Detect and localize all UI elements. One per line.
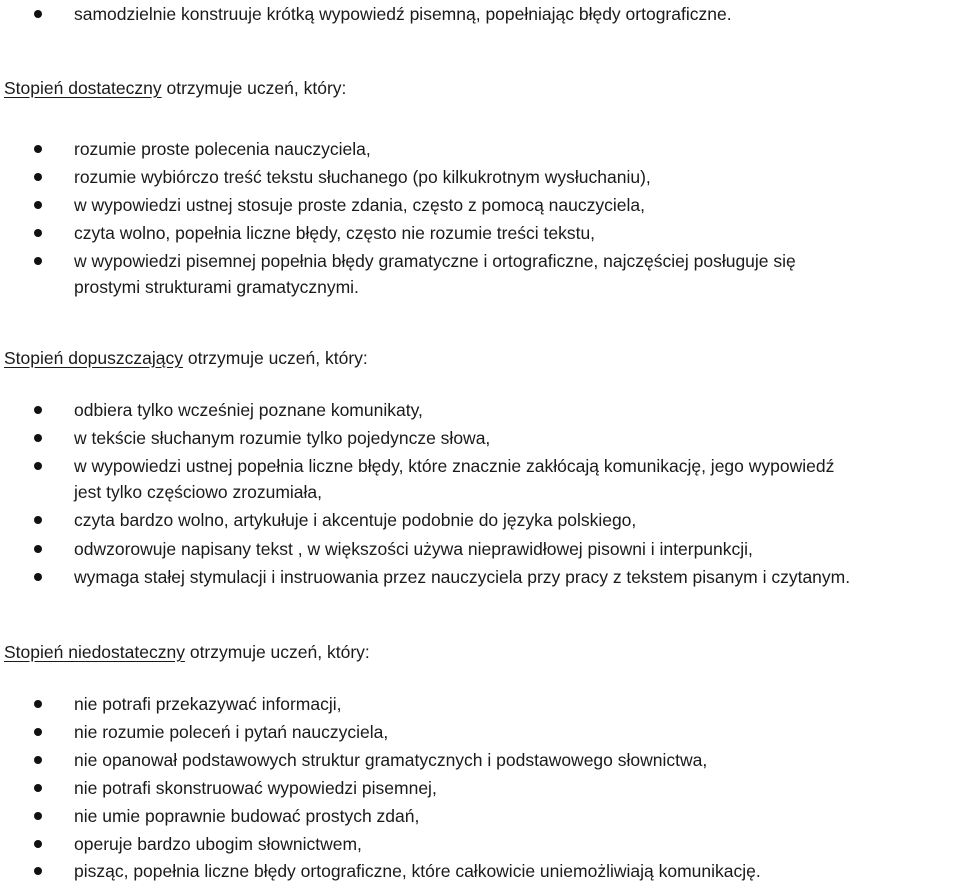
- list-item-text: nie potrafi przekazywać informacji,: [74, 694, 342, 714]
- list-item-continuation: prostymi strukturami gramatycznymi.: [74, 277, 359, 297]
- heading-rest: otrzymuje uczeń, który:: [183, 348, 368, 368]
- bullet-icon: [34, 462, 42, 470]
- bullet-icon: [34, 700, 42, 708]
- bullet-icon: [34, 756, 42, 764]
- list-item-text: nie potrafi skonstruować wypowiedzi pisemnej,: [74, 778, 437, 798]
- bullet-icon: [34, 728, 42, 736]
- bullet-icon: [34, 840, 42, 848]
- bullet-icon: [34, 229, 42, 237]
- list-item-continuation: jest tylko częściowo zrozumiała,: [74, 482, 322, 502]
- list-item-text: w wypowiedzi ustnej popełnia liczne błędy, które znacznie zakłócają komunikację, jego wypowiedź: [74, 456, 835, 476]
- list-item-text: nie umie poprawnie budować prostych zdań,: [74, 806, 420, 826]
- list-item-text: odwzorowuje napisany tekst , w większości używa nieprawidłowej pisowni i interpunkcji,: [74, 539, 753, 559]
- bullet-icon: [34, 573, 42, 581]
- list-item-text: nie opanował podstawowych struktur gramatycznych i podstawowego słownictwa,: [74, 750, 708, 770]
- section-heading-dostateczny: [4, 74, 346, 102]
- bullet-icon: [34, 173, 42, 181]
- list-item-text: operuje bardzo ubogim słownictwem,: [74, 834, 362, 854]
- heading-grade: Stopień dopuszczający: [4, 348, 183, 368]
- list-item-text: wymaga stałej stymulacji i instruowania przez nauczyciela przy pracy z tekstem pisanym i czytanym.: [74, 567, 851, 587]
- bullet-icon: [34, 145, 42, 153]
- heading-grade: Stopień dostateczny: [4, 78, 162, 98]
- list-item-text: w tekście słuchanym rozumie tylko pojedyncze słowa,: [74, 428, 491, 448]
- bullet-icon: [34, 434, 42, 442]
- list-item-text: rozumie wybiórczo treść tekstu słuchanego (po kilkukrotnym wysłuchaniu),: [74, 167, 651, 187]
- section-heading-niedostateczny: [4, 638, 370, 666]
- section-heading-dopuszczajacy: [4, 344, 368, 372]
- list-item-text: rozumie proste polecenia nauczyciela,: [74, 139, 371, 159]
- bullet-icon: [34, 812, 42, 820]
- heading-rest: otrzymuje uczeń, który:: [184, 642, 370, 662]
- heading-rest: otrzymuje uczeń, który:: [161, 78, 347, 98]
- bullet-icon: [34, 867, 42, 875]
- list-item-text: czyta wolno, popełnia liczne błędy, często nie rozumie treści tekstu,: [74, 223, 596, 243]
- bullet-icon: [34, 784, 42, 792]
- list-item-text: nie rozumie poleceń i pytań nauczyciela,: [74, 722, 389, 742]
- heading-grade: Stopień niedostateczny: [4, 642, 185, 662]
- list-item-text: pisząc, popełnia liczne błędy ortograficzne, które całkowicie uniemożliwiają komunikację.: [74, 861, 761, 881]
- list-item-text: czyta bardzo wolno, artykułuje i akcentuje podobnie do języka polskiego,: [74, 510, 637, 530]
- list-item-text: w wypowiedzi ustnej stosuje proste zdania, często z pomocą nauczyciela,: [74, 195, 645, 215]
- bullet-icon: [34, 545, 42, 553]
- list-item-text: samodzielnie konstruuje krótką wypowiedź pisemną, popełniając błędy ortograficzne.: [74, 4, 732, 24]
- bullet-icon: [34, 406, 42, 414]
- bullet-icon: [34, 257, 42, 265]
- bullet-icon: [34, 201, 42, 209]
- list-item-text: odbiera tylko wcześniej poznane komunikaty,: [74, 400, 423, 420]
- bullet-icon: [34, 10, 42, 18]
- bullet-icon: [34, 516, 42, 524]
- list-item-text: w wypowiedzi pisemnej popełnia błędy gramatyczne i ortograficzne, najczęściej posługuje się: [74, 251, 796, 271]
